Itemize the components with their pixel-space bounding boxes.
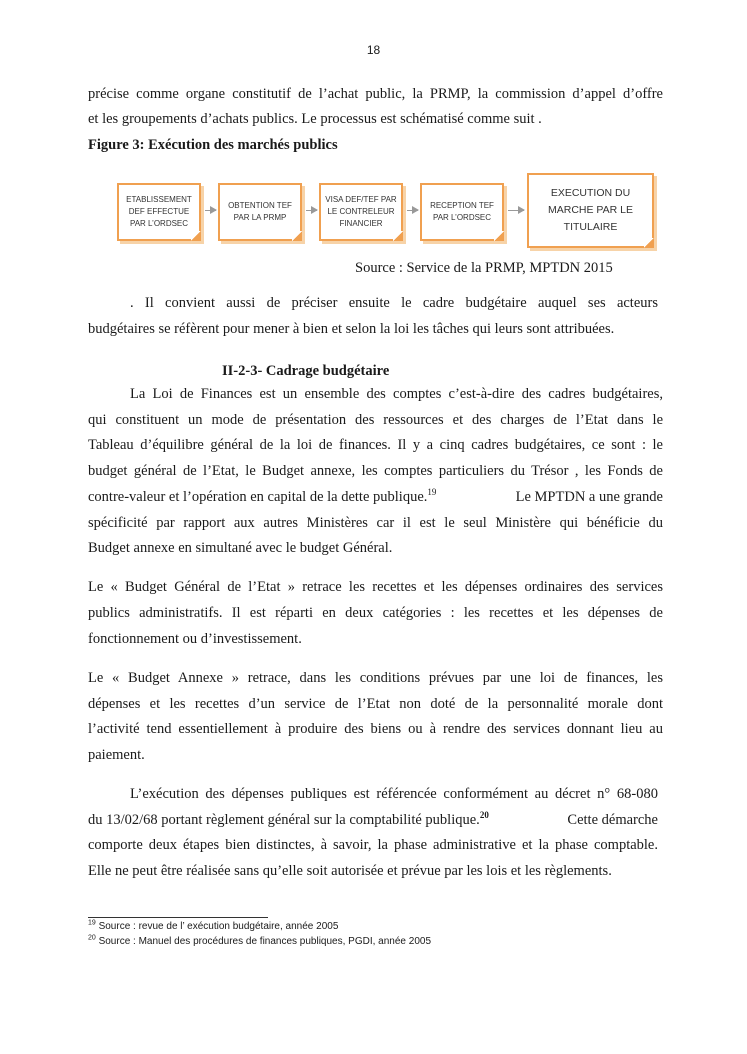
para4-line-2: dépenses et les recettes d’un service de l’Etat non doté de la personnalité morale dont [88,696,663,712]
section-heading: II-2-3- Cadrage budgétaire [222,363,390,379]
diagram-step-5 [527,173,654,248]
arrow-2-icon [306,210,317,211]
para2-line-1: La Loi de Finances est un ensemble des comptes c’est-à-dire des cadres budgétaires, [130,386,663,402]
diagram-step-3-label: VISA DEF/TEF PAR LE CONTRELEUR FINANCIER [325,195,397,228]
diagram-step-1-label: ETABLISSEMENT DEF EFFECTUE PAR L’ORDSEC [126,195,192,228]
para4-line-4: paiement. [88,747,145,763]
footnote-20 [88,936,431,947]
diagram-step-1 [117,183,201,241]
page-fold-icon [191,231,201,241]
diagram-step-2-label: OBTENTION TEF PAR LA PRMP [228,201,292,222]
figure-source: Source : Service de la PRMP, MPTDN 2015 [355,260,613,276]
para2-line-5a: contre-valeur et l’opération en capital de la dette publique. [88,489,428,505]
para5-line-1: L’exécution des dépenses publiques est référencée conformément au décret n° 68-080 [130,786,658,802]
page-fold-icon [292,231,302,241]
para2-line-4: budget général de l’Etat, le Budget annexe, les comptes particuliers du Trésor , les Fonds de [88,463,663,479]
diagram-step-5-label: EXECUTION DU MARCHE PAR LE TITULAIRE [548,187,633,233]
intro-line-2: et les groupements d’achats publics. Le processus est schématisé comme suit . [88,111,542,127]
page-fold-icon [393,231,403,241]
footnote-ref-19: 19 [427,487,437,498]
footnote-rule [88,917,268,918]
para5-line-2 [88,812,658,829]
footnote-19-text: Source : revue de l’ exécution budgétaire, année 2005 [98,921,339,932]
para2-line-2: qui constituent un mode de présentation des ressources et des charges de l’Etat dans le [88,412,663,428]
page-fold-icon [494,231,504,241]
para3-line-3: fonctionnement ou d’investissement. [88,631,302,647]
footnote-19-num: 19 [88,919,96,927]
para2-line-5-end: Le MPTDN a une grande [515,489,663,505]
para5-line-4: Elle ne peut être réalisée sans qu’elle soit autorisée et prévue par les lois et les règlements. [88,863,612,879]
para2-line-3: Tableau d’équilibre général de la loi de finances. Il y a cinq cadres budgétaires, ce sont : le [88,437,663,453]
footnote-20-text: Source : Manuel des procédures de finances publiques, PGDI, année 2005 [98,936,432,947]
intro-line-1: précise comme organe constitutif de l’achat public, la PRMP, la commission d’appel d’offre [88,86,663,102]
arrow-3-icon [407,210,418,211]
diagram-step-4 [420,183,504,241]
para5-line-2-start [88,812,489,829]
figure-caption: Figure 3: Exécution des marchés publics [88,137,338,153]
para1-line-1: . Il convient aussi de préciser ensuite le cadre budgétaire auquel ses acteurs [130,295,658,311]
para1-line-2: budgétaires se réfèrent pour mener à bien et selon la loi les tâches qui leurs sont attribuées. [88,321,615,337]
para3-line-2: publics administratifs. Il est réparti en deux catégories : les recettes et les dépenses de [88,605,663,621]
para4-line-3: l’activité tend essentiellement à produire des biens ou à rendre des services donnant lieu au [88,721,663,737]
diagram-step-4-label: RECEPTION TEF PAR L’ORDSEC [430,201,494,222]
para2-line-5 [88,489,663,506]
arrow-1-icon [205,210,216,211]
diagram-step-3 [319,183,403,241]
para2-line-6: spécificité par rapport aux autres Ministères car il est le seul Ministère qui bénéficie du [88,515,663,531]
footnote-ref-20: 20 [479,810,489,821]
para2-line-5-start [88,489,436,506]
para2-line-7: Budget annexe en simultané avec le budget Général. [88,540,393,556]
para4-line-1: Le « Budget Annexe » retrace, dans les conditions prévues par une loi de finances, les [88,670,663,686]
page-number: 18 [366,43,381,57]
footnote-19 [88,921,338,932]
para5-line-3: comporte deux étapes bien distinctes, à savoir, la phase administrative et la phase comptable. [88,837,658,853]
para5-line-2-end: Cette démarche [567,812,658,828]
footnote-20-num: 20 [88,934,96,942]
para3-line-1: Le « Budget Général de l’Etat » retrace les recettes et les dépenses ordinaires des services [88,579,663,595]
arrow-4-icon [508,210,524,211]
diagram-step-2 [218,183,302,241]
page-fold-icon [644,238,654,248]
para5-line-2a: du 13/02/68 portant règlement général sur la comptabilité publique. [88,812,480,828]
